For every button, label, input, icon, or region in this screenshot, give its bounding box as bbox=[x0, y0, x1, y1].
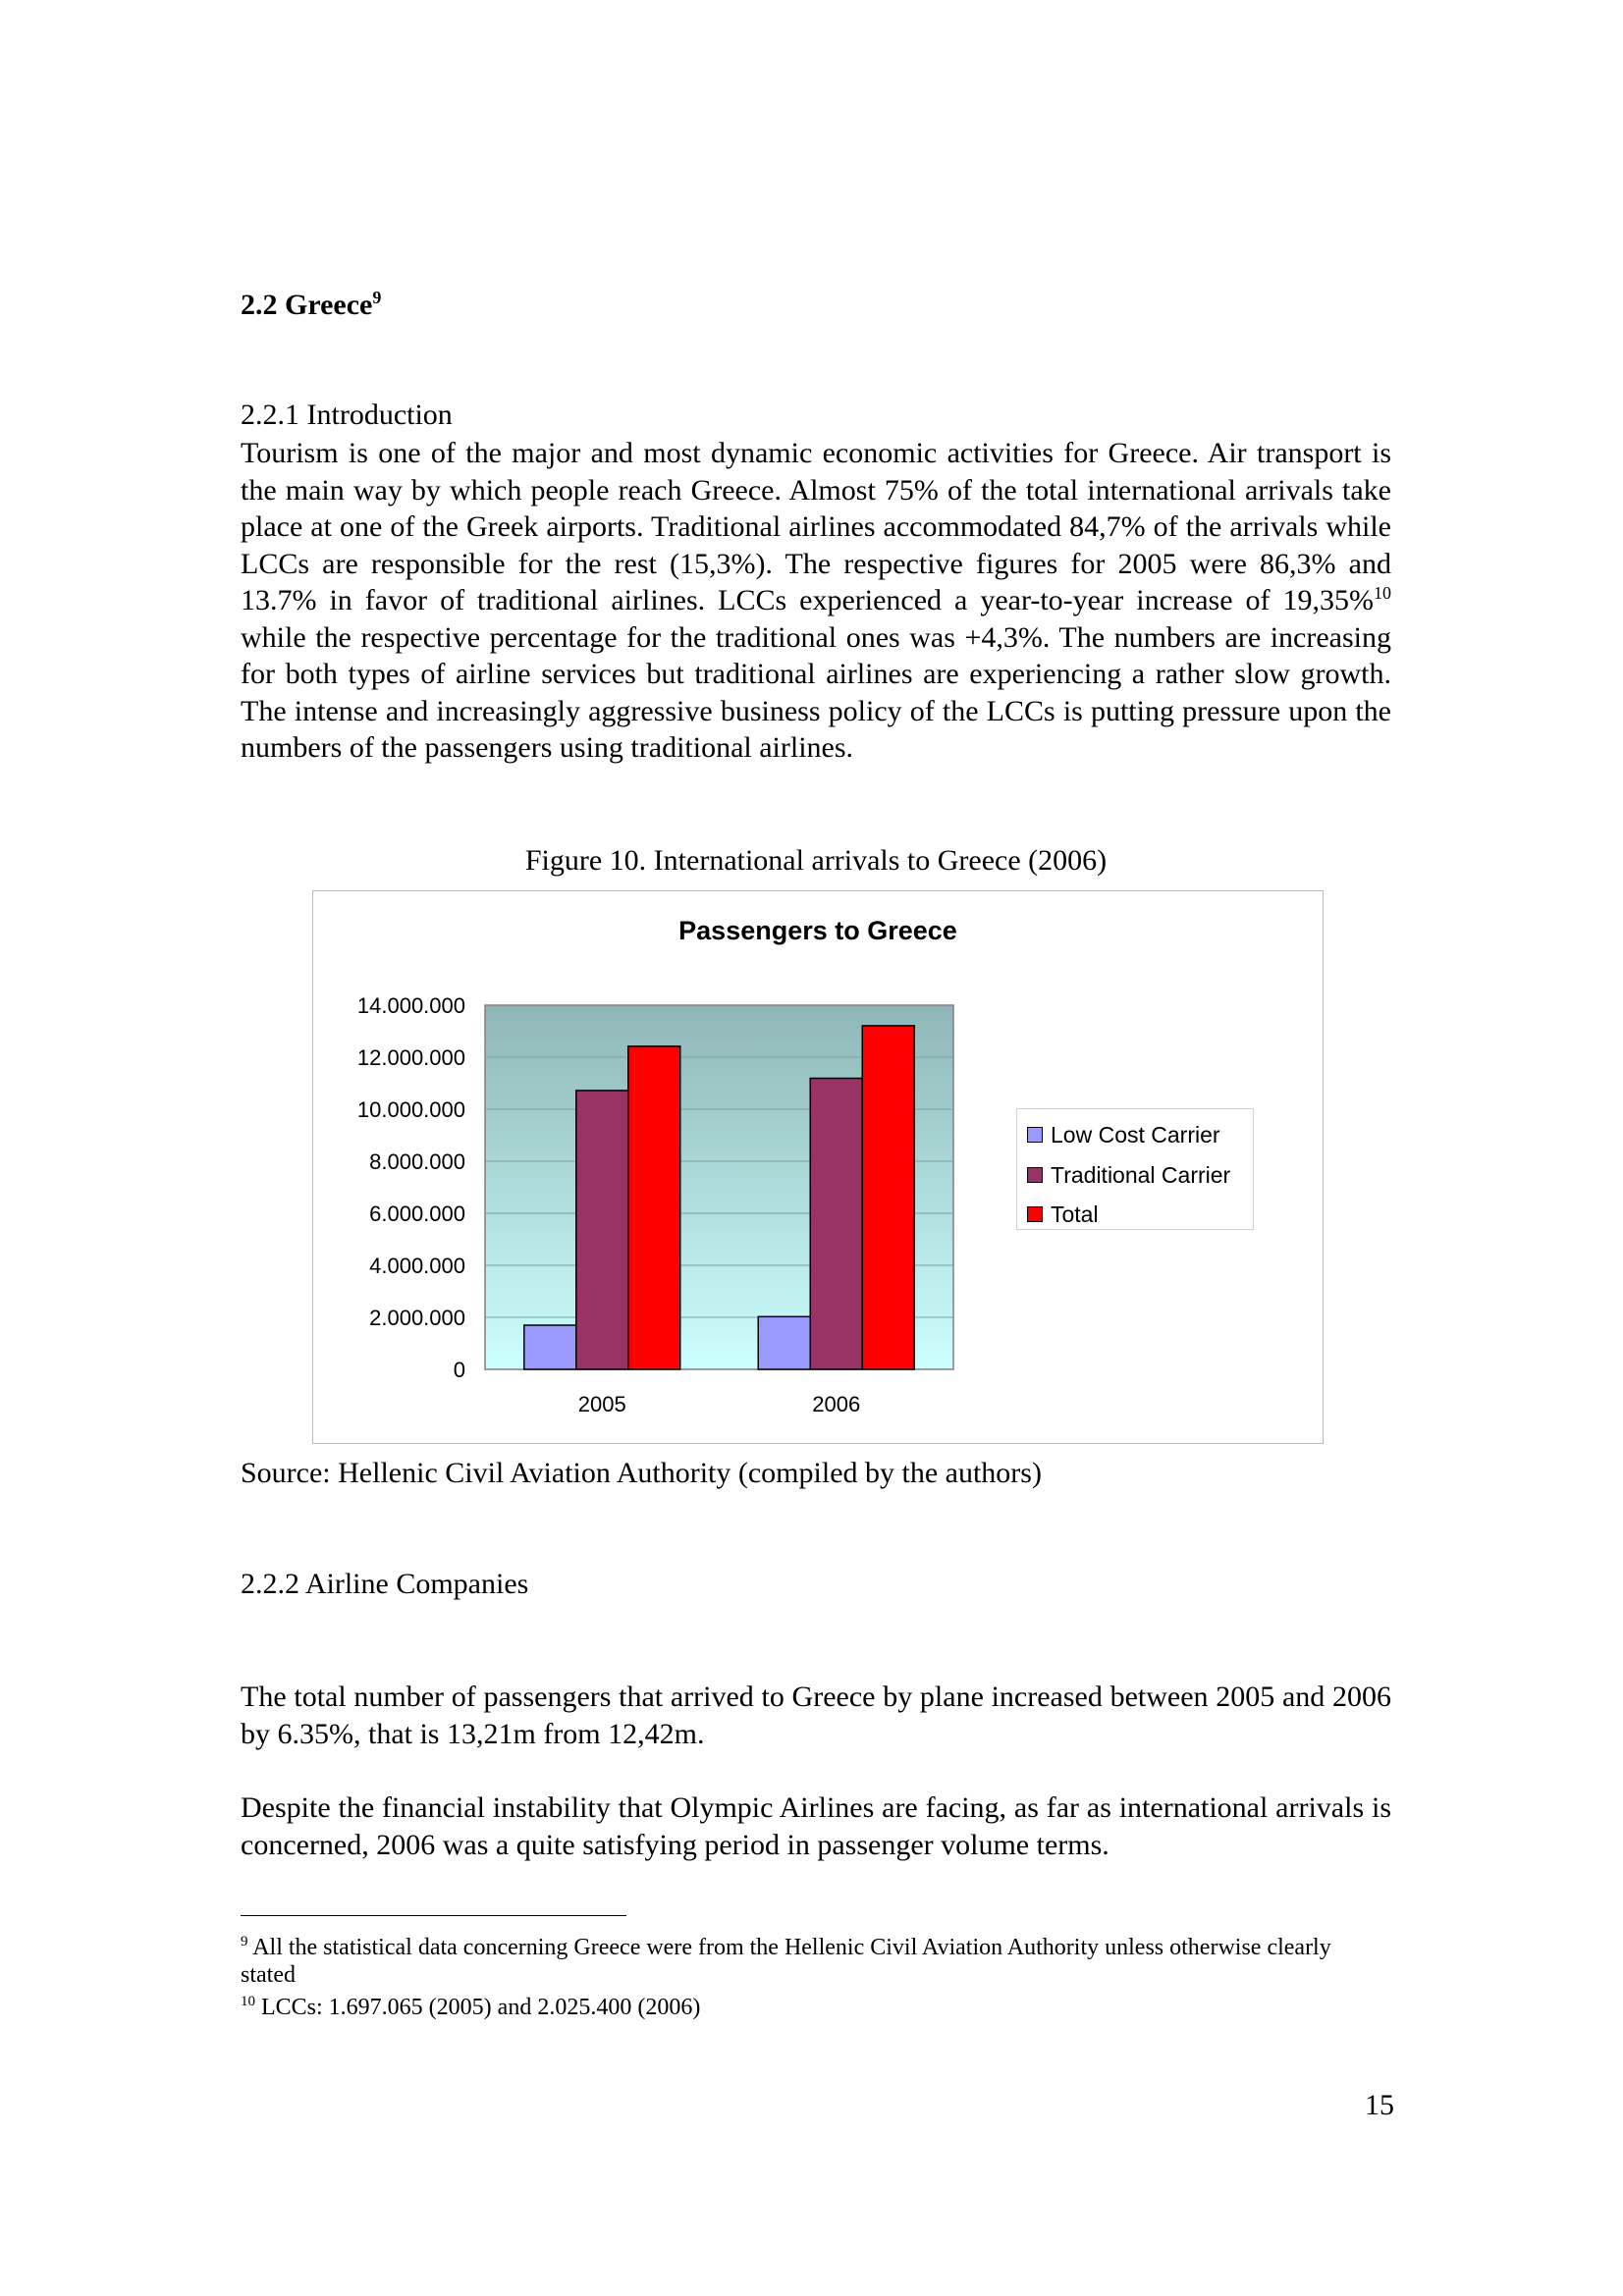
page-number: 15 bbox=[1365, 2089, 1394, 2121]
y-tick-label: 14.000.000 bbox=[356, 993, 465, 1018]
legend-label-traditional: Traditional Carrier bbox=[1051, 1161, 1231, 1188]
footnote-9-marker: 9 bbox=[241, 1934, 248, 1949]
intro-paragraph bbox=[241, 435, 1391, 767]
footnote-9 bbox=[241, 1934, 1391, 1989]
footnote-ref-9[interactable]: 9 bbox=[372, 288, 382, 307]
legend-label-total: Total bbox=[1051, 1201, 1099, 1227]
legend-swatch-low-cost bbox=[1027, 1127, 1043, 1143]
bar-2005-traditional-carrier bbox=[576, 1091, 628, 1369]
bar-2006-total bbox=[862, 1026, 914, 1369]
legend-item-traditional bbox=[1027, 1161, 1230, 1189]
y-tick-label: 6.000.000 bbox=[369, 1201, 465, 1226]
footnote-divider bbox=[241, 1915, 626, 1916]
footnote-10-marker: 10 bbox=[241, 1994, 255, 2009]
figure-source: Source: Hellenic Civil Aviation Authority (compiled by the authors) bbox=[241, 1457, 1042, 1489]
y-tick-label: 2.000.000 bbox=[369, 1306, 465, 1330]
footnote-10 bbox=[241, 1994, 1391, 2021]
airlines-paragraph-1: The total number of passengers that arrived to Greece by plane increased between 2005 and 2006 by 6.35%, that is 13,21m from 12,42m. bbox=[241, 1681, 1391, 1750]
y-tick-label: 8.000.000 bbox=[369, 1149, 465, 1174]
bar-2006-low-cost-carrier bbox=[758, 1316, 810, 1369]
footnote-10-text: LCCs: 1.697.065 (2005) and 2.025.400 (2006) bbox=[261, 1995, 701, 2020]
intro-text-part1: Tourism is one of the major and most dynamic economic activities for Greece. Air transport is the main way by which people reach Greece. Almost 75% of the total international arrivals take place at one of the Greek airports. Traditional airlines accommodated 84,7% of the arrivals while LCCs are responsible for the rest (15,3%). The respective figures for 2005 were 86,3% and 13.7% in favor of traditional airlines. LCCs experienced a year-to-year increase of 19,35% bbox=[241, 437, 1391, 616]
legend-swatch-total bbox=[1027, 1206, 1043, 1222]
section-title-text: 2.2 Greece bbox=[241, 289, 373, 321]
airlines-heading: 2.2.2 Airline Companies bbox=[241, 1568, 529, 1600]
legend-item-total bbox=[1027, 1201, 1099, 1228]
bar-2006-traditional-carrier bbox=[810, 1078, 862, 1369]
bar-2005-total bbox=[628, 1046, 680, 1369]
bar-2005-low-cost-carrier bbox=[524, 1325, 576, 1369]
airlines-paragraph-2: Despite the financial instability that Olympic Airlines are facing, as far as international arrivals is concerned, 2006 was a quite satisfying period in passenger volume terms. bbox=[241, 1791, 1391, 1861]
intro-text-part2: while the respective percentage for the traditional ones was +4,3%. The numbers are increasing for both types of airline services but traditional airlines are experiencing a rather slow growth. The intense and increasingly aggressive business policy of the LCCs is putting pressure upon the numbers of the passengers using traditional airlines. bbox=[241, 620, 1391, 764]
y-tick-label: 10.000.000 bbox=[356, 1097, 465, 1122]
chart-title: Passengers to Greece bbox=[678, 916, 957, 945]
y-tick-label: 12.000.000 bbox=[356, 1045, 465, 1070]
legend-label-low-cost: Low Cost Carrier bbox=[1051, 1121, 1220, 1148]
section-title bbox=[241, 289, 381, 322]
x-tick-label: 2005 bbox=[577, 1392, 626, 1416]
footnote-ref-10[interactable]: 10 bbox=[1374, 583, 1391, 603]
figure-caption: Figure 10. International arrivals to Greece (2006) bbox=[524, 844, 1108, 877]
legend-swatch-traditional bbox=[1027, 1167, 1043, 1183]
chart-legend bbox=[1016, 1108, 1254, 1230]
y-tick-label: 0 bbox=[453, 1358, 465, 1382]
x-tick-label: 2006 bbox=[812, 1392, 861, 1416]
legend-item-low-cost bbox=[1027, 1121, 1220, 1148]
footnote-9-text: All the statistical data concerning Greece were from the Hellenic Civil Aviation Authority unless otherwise clearly stated bbox=[241, 1935, 1331, 1988]
y-tick-label: 4.000.000 bbox=[369, 1254, 465, 1278]
intro-heading: 2.2.1 Introduction bbox=[241, 399, 453, 431]
